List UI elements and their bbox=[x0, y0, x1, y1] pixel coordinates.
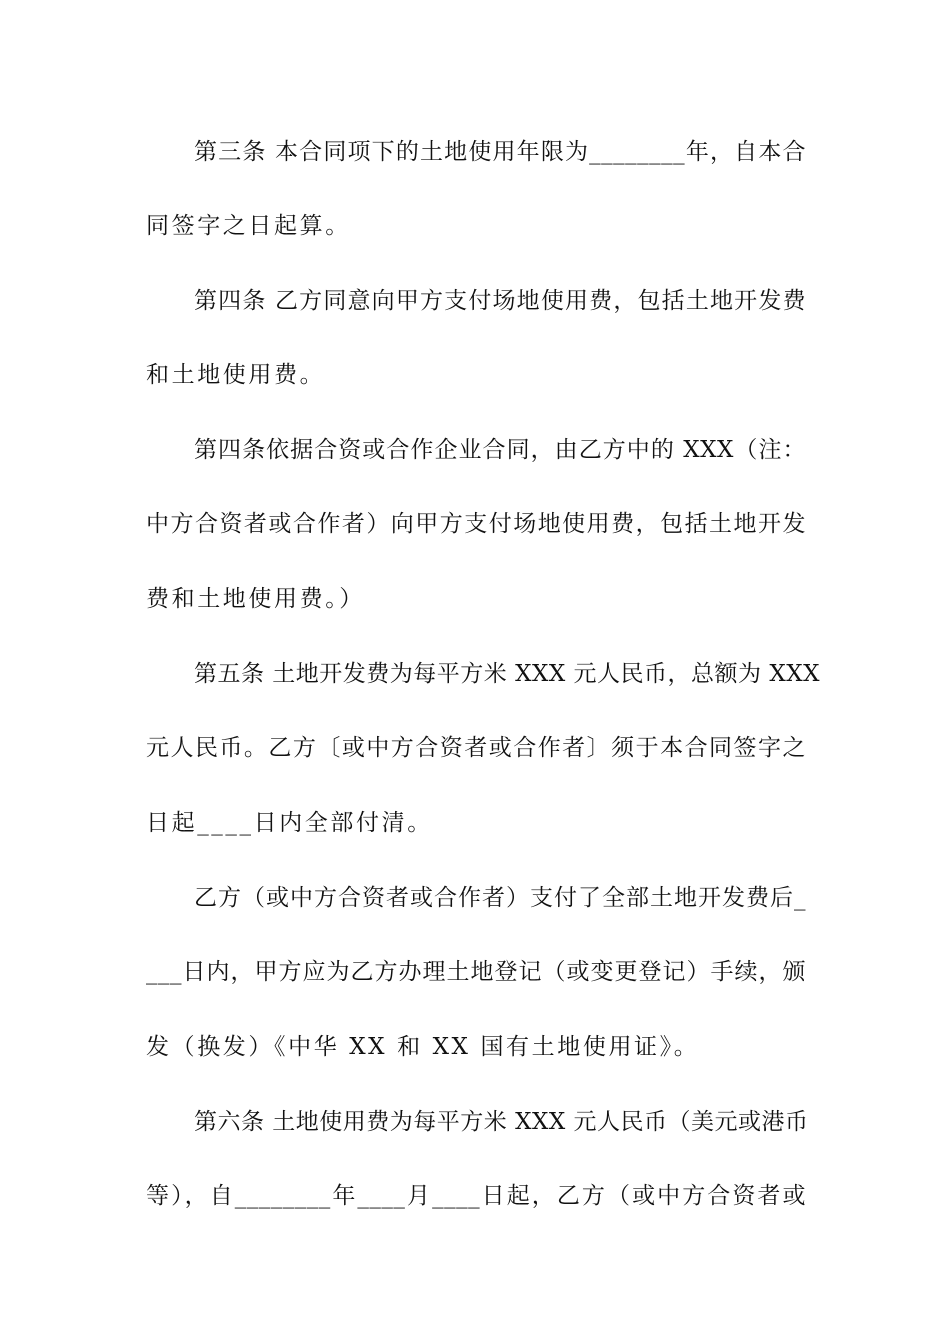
registration-paragraph-line-3: 发（换发）《中华 XX 和 XX 国有土地使用证》。 bbox=[146, 1034, 700, 1060]
article-4-line-1: 第四条 乙方同意向甲方支付场地使用费，包括土地开发费 bbox=[194, 288, 806, 314]
registration-paragraph-line-2: ___日内，甲方应为乙方办理土地登记（或变更登记）手续，颁 bbox=[146, 959, 806, 985]
article-4-alt-line-3: 费和土地使用费。） bbox=[146, 586, 365, 612]
article-4-line-2: 和土地使用费。 bbox=[146, 362, 326, 388]
article-4-alt-line-1: 第四条依据合资或合作企业合同，由乙方中的 XXX（注： bbox=[194, 437, 806, 463]
article-3-line-1: 第三条 本合同项下的土地使用年限为________年，自本合 bbox=[194, 139, 806, 165]
article-5-line-2: 元人民币。乙方〔或中方合资者或合作者〕须于本合同签字之 bbox=[146, 735, 806, 761]
article-6-line-1: 第六条 土地使用费为每平方米 XXX 元人民币（美元或港币 bbox=[194, 1109, 809, 1135]
registration-paragraph-line-1: 乙方（或中方合资者或合作者）支付了全部土地开发费后_ bbox=[194, 885, 806, 911]
article-4-alt-line-2: 中方合资者或合作者）向甲方支付场地使用费，包括土地开发 bbox=[146, 511, 806, 537]
article-3-line-2: 同签字之日起算。 bbox=[146, 213, 351, 239]
article-6-line-2: 等），自________年____月____日起，乙方（或中方合资者或 bbox=[146, 1183, 806, 1209]
article-5-line-1: 第五条 土地开发费为每平方米 XXX 元人民币，总额为 XXX bbox=[194, 661, 820, 687]
article-5-line-3: 日起____日内全部付清。 bbox=[146, 810, 433, 836]
